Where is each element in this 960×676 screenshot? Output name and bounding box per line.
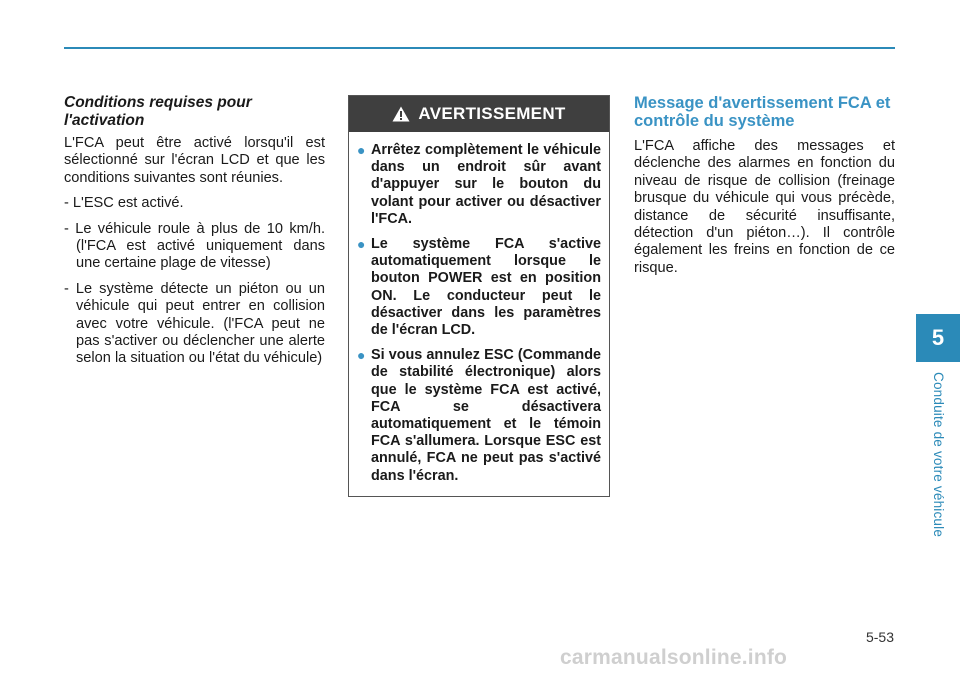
right-column bbox=[634, 94, 895, 285]
intro-paragraph: L'FCA peut être activé lorsqu'il est sélectionné sur l'écran LCD et que les conditions suivantes sont réunies. bbox=[64, 135, 325, 186]
condition-item: - Le véhicule roule à plus de 10 km/h. (l'FCA est activé uniquement dans une certaine plage de vitesse) bbox=[64, 220, 325, 272]
section-heading: Conditions requises pour l'activation bbox=[64, 94, 252, 129]
bullet-icon: ● bbox=[357, 142, 366, 158]
top-rule bbox=[64, 47, 895, 49]
warning-item: ● Si vous annulez ESC (Commande de stabilité électronique) alors que le système FCA est activé, FCA se désactivera automatiquement et le témoin FCA s'allumera. Lorsque ESC est annulé, FCA ne peut pas s'activé dans l'écran. bbox=[357, 347, 601, 484]
body-paragraph: L'FCA affiche des messages et déclenche des alarmes en fonction du niveau de risque de collision (freinage brusque du véhicule qui vous précède, distance de sécurité insuffisante, détection d'un piéton…). Il contrôle également les freins en fonction de ce risque. bbox=[634, 138, 895, 276]
bullet-icon: ● bbox=[357, 347, 366, 364]
warning-list bbox=[349, 132, 609, 485]
left-column bbox=[64, 94, 325, 376]
chapter-tab bbox=[916, 314, 960, 362]
warning-header bbox=[349, 96, 609, 132]
warning-box bbox=[348, 95, 610, 497]
warning-triangle-icon bbox=[392, 106, 410, 122]
page-number: 5-53 bbox=[865, 629, 894, 645]
section-heading-blue: Message d'avertissement FCA et contrôle du système bbox=[634, 94, 891, 130]
warning-title: AVERTISSEMENT bbox=[418, 104, 566, 123]
bullet-icon: ● bbox=[357, 236, 366, 253]
condition-item: - Le système détecte un piéton ou un véhicule qui peut entrer en collision avec votre véhicule. (l'FCA peut ne pas s'activer ou déclencher une alerte selon la situation ou l'état du véhicule) bbox=[64, 280, 325, 367]
chapter-number: 5 bbox=[931, 325, 945, 350]
warning-item: ● Le système FCA s'active automatiquement lorsque le bouton POWER est en position ON. Le conducteur peut le désactiver dans les paramètres de l'écran LCD. bbox=[357, 236, 601, 339]
chapter-title: Conduite de votre véhicule bbox=[931, 372, 946, 538]
warning-item: ● Arrêtez complètement le véhicule dans un endroit sûr avant d'appuyer sur le bouton du volant pour activer ou désactiver l'FCA. bbox=[357, 142, 601, 227]
condition-item: - L'ESC est activé. bbox=[64, 195, 184, 212]
watermark: carmanualsonline.info bbox=[560, 646, 788, 669]
